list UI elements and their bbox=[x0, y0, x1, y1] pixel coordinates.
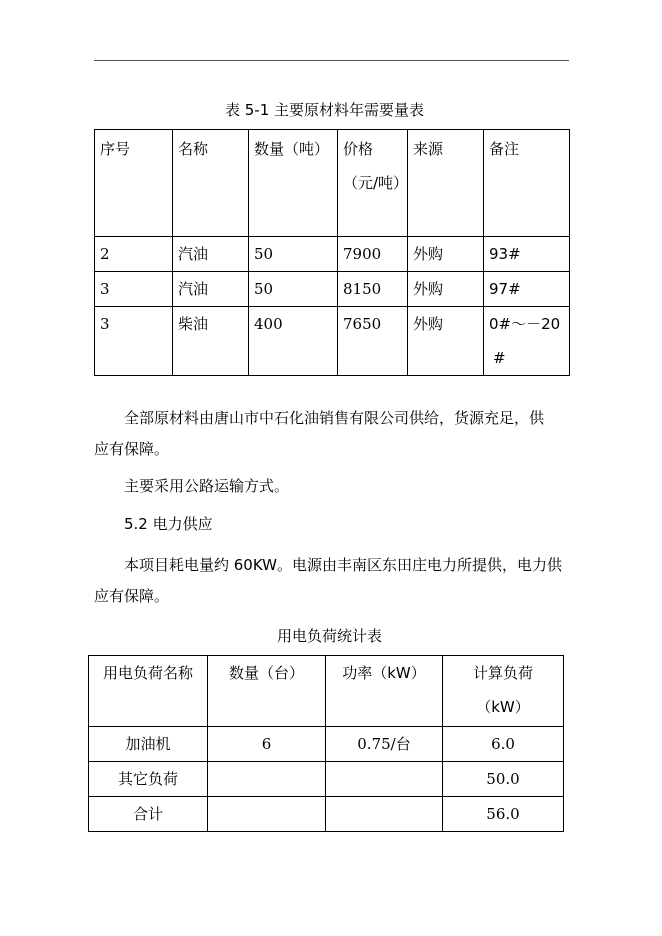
table-cell: 加油机 bbox=[89, 727, 208, 762]
table-cell bbox=[326, 797, 443, 832]
table-cell: 7650 bbox=[338, 307, 408, 376]
header-cell: 数量（台） bbox=[208, 656, 326, 727]
header-calc-unit: （kW） bbox=[476, 698, 530, 716]
table-row bbox=[95, 272, 570, 307]
table-cell: 50.0 bbox=[443, 762, 564, 797]
header-price-unit: （元/吨） bbox=[343, 174, 409, 192]
table-header-row bbox=[89, 656, 564, 727]
table-cell: 6.0 bbox=[443, 727, 564, 762]
header-cell bbox=[443, 656, 564, 727]
table-cell: 97# bbox=[484, 272, 570, 307]
table-cell bbox=[208, 762, 326, 797]
paragraph-supply bbox=[94, 403, 569, 465]
header-rule bbox=[94, 60, 569, 61]
paragraph-line: 全部原材料由唐山市中石化油销售有限公司供给，货源充足，供 bbox=[124, 409, 545, 427]
paragraph-line: 应有保障。 bbox=[94, 587, 170, 605]
table-cell: 56.0 bbox=[443, 797, 564, 832]
header-cell: 功率（kW） bbox=[326, 656, 443, 727]
paragraph-power bbox=[94, 550, 569, 612]
table-row bbox=[89, 797, 564, 832]
header-calc-load: 计算负荷 bbox=[472, 664, 533, 682]
table-header-row bbox=[95, 130, 570, 237]
table-cell: 3 bbox=[95, 272, 173, 307]
header-cell: 数量（吨） bbox=[249, 130, 338, 237]
table-row bbox=[89, 762, 564, 797]
header-cell: 备注 bbox=[484, 130, 570, 237]
table2-caption: 用电负荷统计表 bbox=[277, 627, 383, 645]
table-cell: 合计 bbox=[89, 797, 208, 832]
table-cell bbox=[484, 307, 570, 376]
table-cell: 93# bbox=[484, 237, 570, 272]
paragraph-line: 本项目耗电量约 60KW。电源由丰南区东田庄电力所提供，电力供 bbox=[124, 556, 562, 574]
header-cell bbox=[338, 130, 408, 237]
power-load-table bbox=[88, 655, 564, 832]
table-cell: 外购 bbox=[408, 272, 484, 307]
paragraph-line: 应有保障。 bbox=[94, 440, 170, 458]
table-cell: 50 bbox=[249, 237, 338, 272]
header-price: 价格 bbox=[343, 140, 374, 158]
header-cell: 来源 bbox=[408, 130, 484, 237]
table-cell: 汽油 bbox=[173, 237, 249, 272]
table-row bbox=[95, 307, 570, 376]
paragraph-transport: 主要采用公路运输方式。 bbox=[124, 477, 290, 495]
remark-line-1: 0#～－20 bbox=[489, 315, 561, 333]
table-cell bbox=[326, 762, 443, 797]
table-cell: 400 bbox=[249, 307, 338, 376]
section-heading: 5.2 电力供应 bbox=[124, 515, 213, 533]
table-cell: 3 bbox=[95, 307, 173, 376]
table-cell: 外购 bbox=[408, 307, 484, 376]
table-cell: 其它负荷 bbox=[89, 762, 208, 797]
header-cell: 序号 bbox=[95, 130, 173, 237]
table-row bbox=[95, 237, 570, 272]
table-cell: 汽油 bbox=[173, 272, 249, 307]
table-cell: 0.75/台 bbox=[326, 727, 443, 762]
table-cell: 8150 bbox=[338, 272, 408, 307]
remark-line-2: # bbox=[493, 349, 506, 367]
table-cell: 50 bbox=[249, 272, 338, 307]
table-cell: 6 bbox=[208, 727, 326, 762]
table-cell bbox=[208, 797, 326, 832]
header-cell: 名称 bbox=[173, 130, 249, 237]
materials-table bbox=[94, 129, 570, 376]
table-cell: 外购 bbox=[408, 237, 484, 272]
table-cell: 柴油 bbox=[173, 307, 249, 376]
header-cell: 用电负荷名称 bbox=[89, 656, 208, 727]
table-cell: 7900 bbox=[338, 237, 408, 272]
table1-caption: 表 5-1 主要原材料年需要量表 bbox=[225, 101, 425, 119]
table-cell: 2 bbox=[95, 237, 173, 272]
table-row bbox=[89, 727, 564, 762]
